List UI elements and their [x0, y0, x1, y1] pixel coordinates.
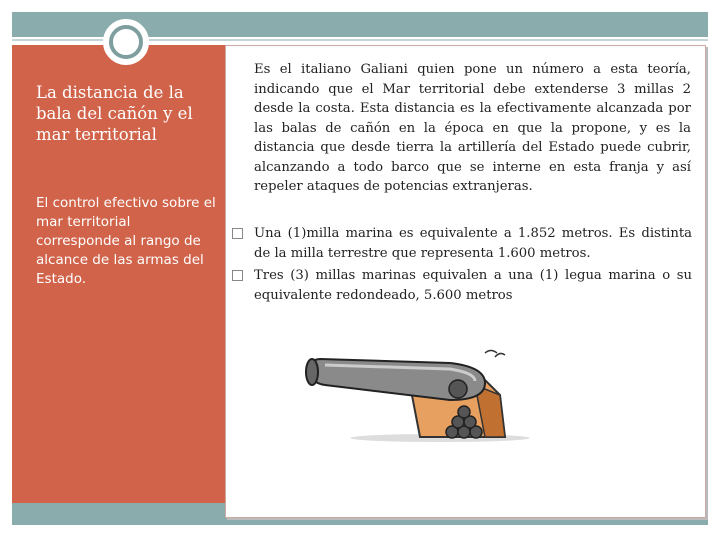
ring	[109, 25, 143, 59]
circle-ornament-icon	[103, 19, 149, 65]
bullet-square-icon	[232, 270, 243, 281]
list-item	[232, 224, 692, 263]
bullet-square-icon	[232, 228, 243, 239]
slide-subtitle: El control efectivo sobre el mar territorial corresponde al rango de alcance de las armas del Estado.	[36, 195, 216, 287]
slide-title: La distancia de la bala del cañón y el mar territorial	[36, 83, 193, 144]
list-item	[232, 266, 692, 305]
bullet-text: Una (1)milla marina es equivalente a 1.852 metros. Es distinta de la milla terrestre que representa 1.600 metros.	[254, 226, 692, 261]
cannon-illustration	[300, 345, 530, 445]
bullet-text: Tres (3) millas marinas equivalen a una (1) legua marina o su equivalente redondeado, 5.600 metros	[254, 268, 692, 303]
bullet-list	[232, 224, 692, 308]
body-paragraph: Es el italiano Galiani quien pone un número a esta teoría, indicando que el Mar territorial debe extenderse 3 millas 2 desde la costa. Esta distancia es la efectivamente alcanzada por las balas de cañón en la época en que la propone, y es la distancia que desde tierra la artillería del Estado puede cubrir, alcanzando a todo barco que se interne en esta franja y así repeler ataques de potencias extranjeras.	[254, 62, 691, 194]
